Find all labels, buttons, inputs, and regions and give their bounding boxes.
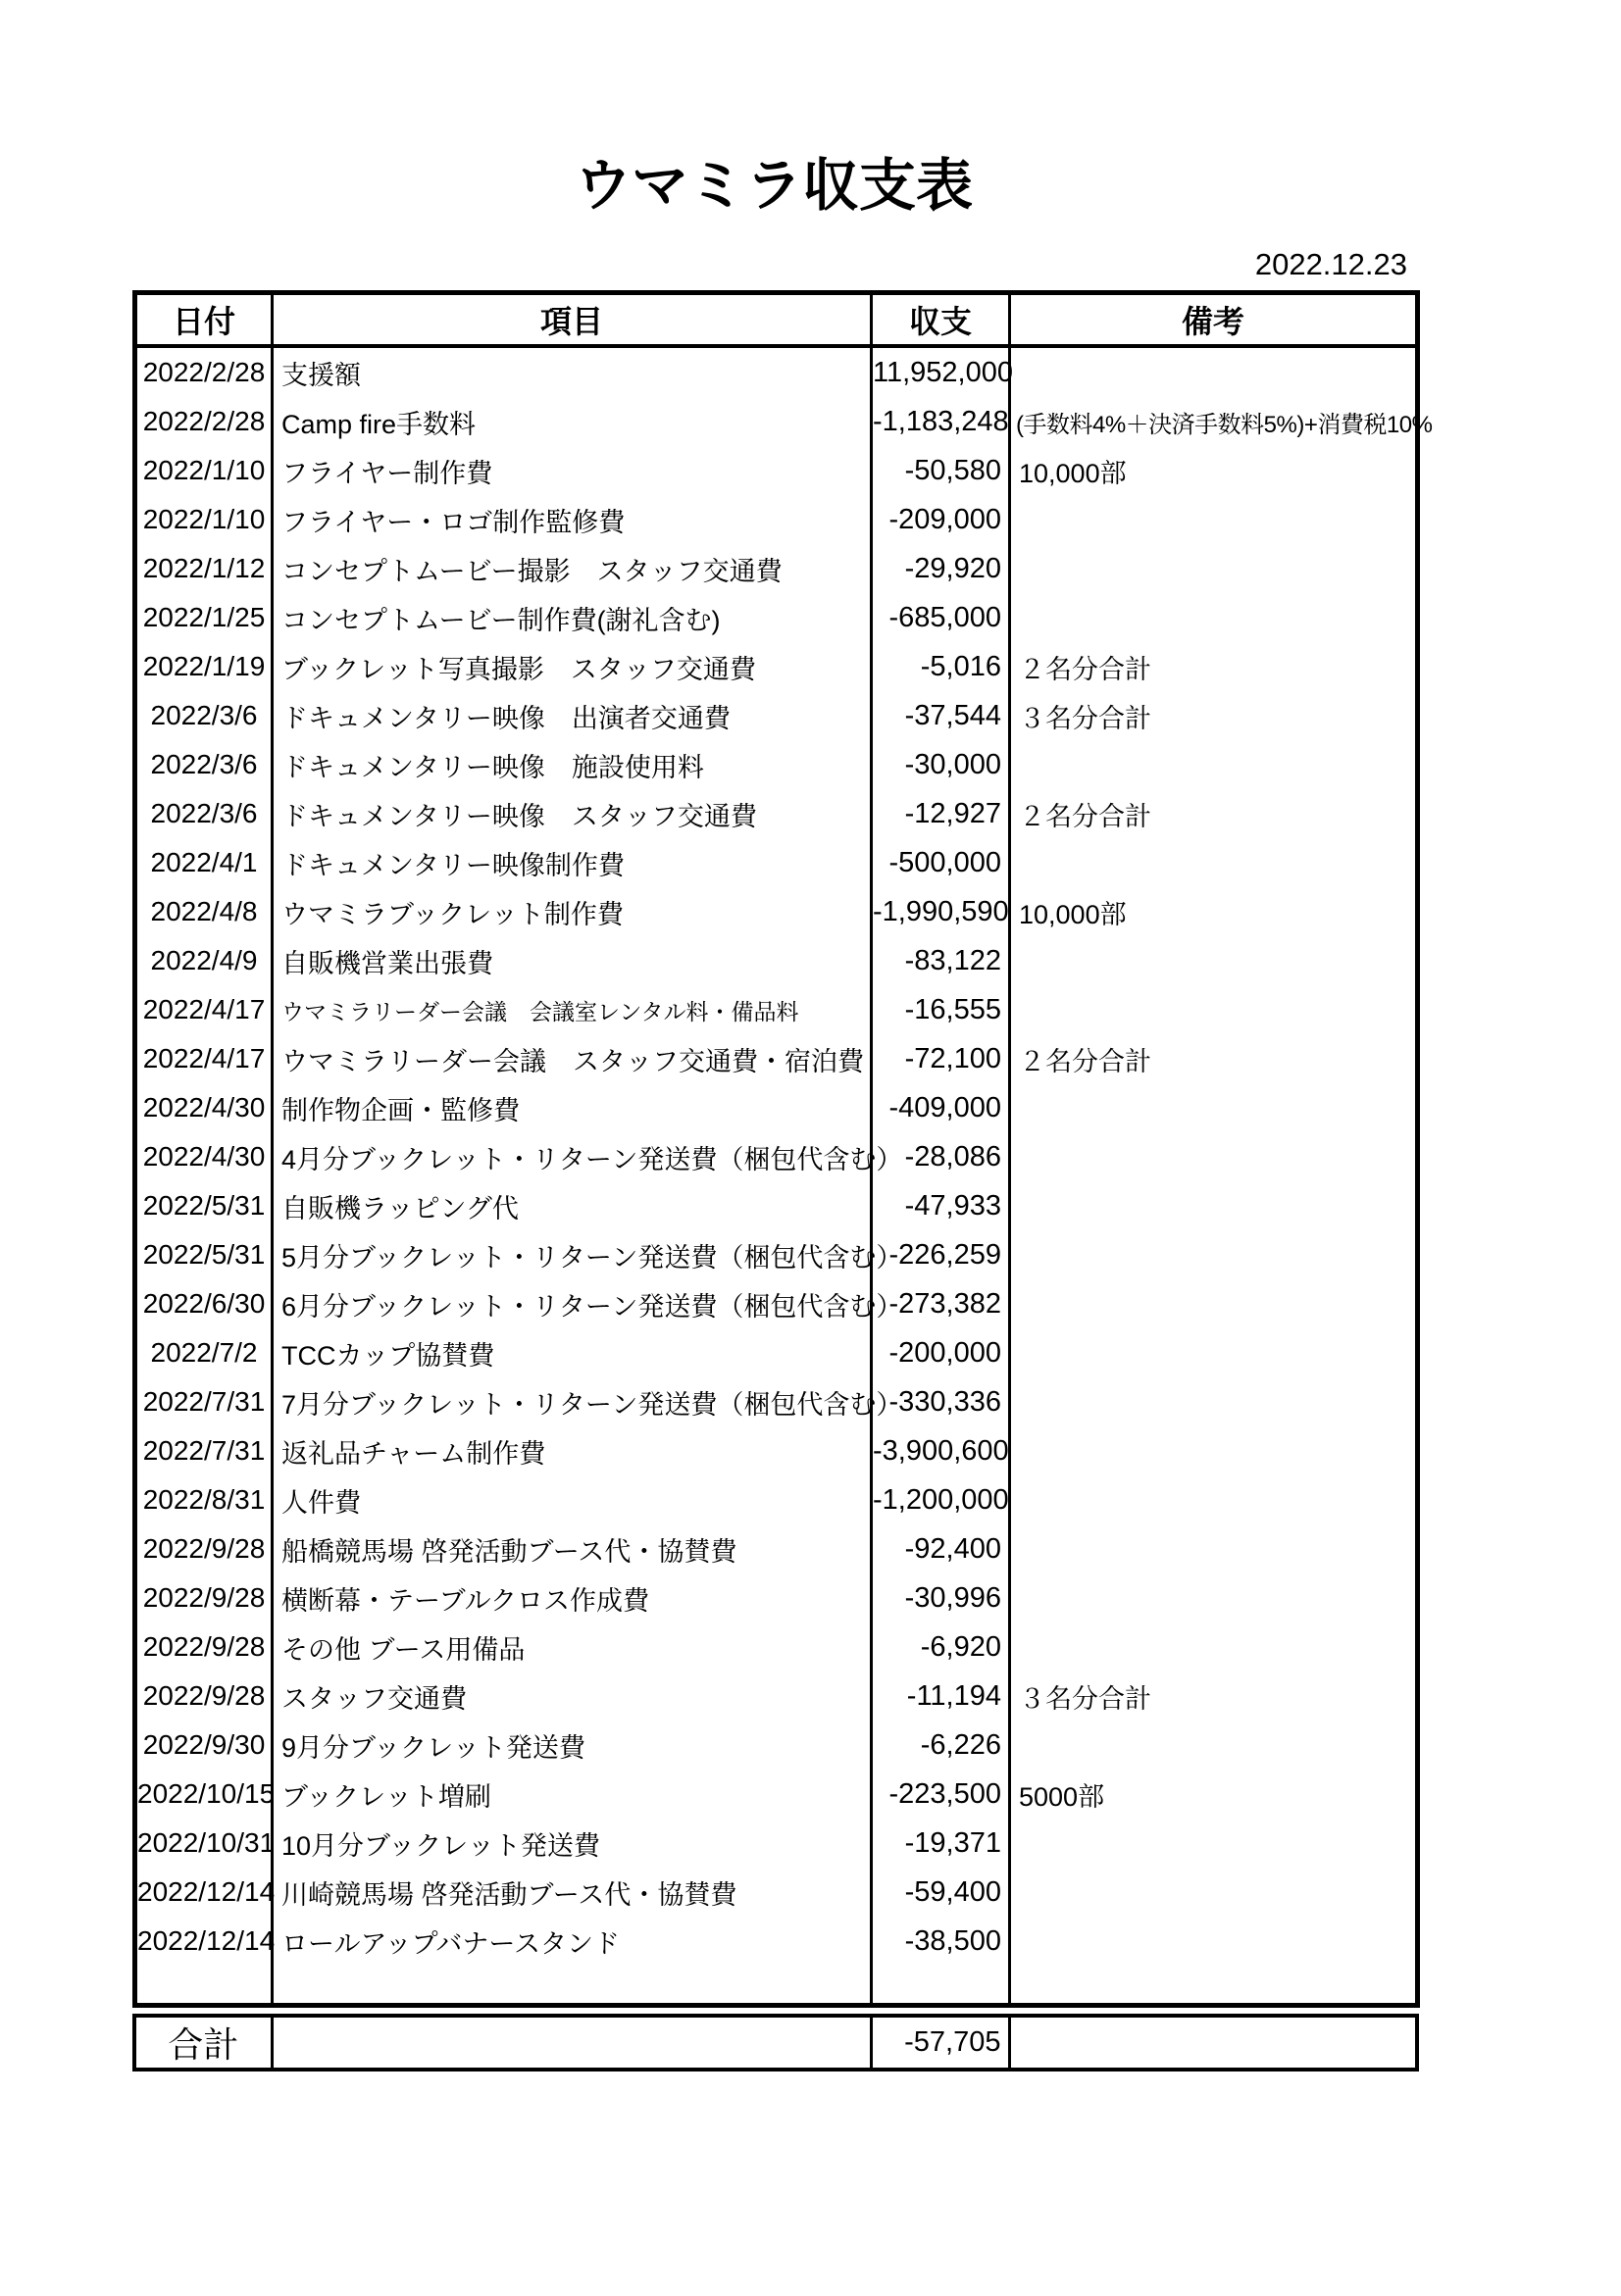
cell-amount: -30,996 (872, 1573, 1010, 1622)
cell-date: 2022/7/2 (135, 1328, 273, 1377)
cell-note (1010, 1622, 1418, 1672)
table-row (135, 691, 1418, 740)
cell-amount: -685,000 (872, 593, 1010, 642)
cell-date: 2022/1/10 (135, 446, 273, 495)
cell-date: 2022/2/28 (135, 397, 273, 446)
cell-note: 10,000部 (1019, 899, 1127, 929)
cell-date: 2022/4/1 (135, 838, 273, 887)
cell-item: 川崎競馬場 啓発活動ブース代・協賛費 (273, 1868, 872, 1917)
cell-date: 2022/3/6 (135, 691, 273, 740)
cell-note: ２名分合計 (1019, 801, 1151, 831)
table-row (135, 1279, 1418, 1328)
cell-item: フライヤー・ロゴ制作監修費 (273, 495, 872, 544)
cell-note (1010, 1721, 1418, 1770)
cell-amount: -16,555 (872, 985, 1010, 1034)
table-row (135, 1770, 1418, 1819)
table-row (135, 1083, 1418, 1132)
table-row (135, 740, 1418, 789)
cell-note (1010, 936, 1418, 985)
cell-amount: 11,952,000 (872, 346, 1010, 397)
col-header-item: 項目 (273, 293, 872, 347)
cell-note (1010, 1426, 1418, 1475)
table-row (135, 1622, 1418, 1672)
header-row (135, 293, 1418, 347)
cell-note (1010, 985, 1418, 1034)
cell-date: 2022/10/15 (135, 1770, 273, 1819)
total-item-empty (272, 2016, 871, 2070)
table-row (135, 1230, 1418, 1279)
table-row (135, 346, 1418, 397)
cell-amount: -1,200,000 (872, 1475, 1010, 1524)
cell-date: 2022/6/30 (135, 1279, 273, 1328)
cell-item: 横断幕・テーブルクロス作成費 (273, 1573, 872, 1622)
cell-note (1010, 1083, 1418, 1132)
cell-item: ドキュメンタリー映像 スタッフ交通費 (273, 789, 872, 838)
cell-date: 2022/2/28 (135, 346, 273, 397)
cell-date: 2022/5/31 (135, 1181, 273, 1230)
cell-date: 2022/9/28 (135, 1622, 273, 1672)
total-row (134, 2016, 1417, 2070)
cell-date: 2022/7/31 (135, 1426, 273, 1475)
table-row (135, 593, 1418, 642)
table-row (135, 838, 1418, 887)
cell-amount: -1,183,248 (872, 397, 1010, 446)
cell-date: 2022/4/17 (135, 985, 273, 1034)
cell-amount: -92,400 (872, 1524, 1010, 1573)
cell-item: 5月分ブックレット・リターン発送費（梱包代含む） (273, 1230, 872, 1279)
cell-item: コンセプトムービー制作費(謝礼含む) (273, 593, 872, 642)
cell-amount: -223,500 (872, 1770, 1010, 1819)
col-header-balance: 収支 (872, 293, 1010, 347)
table-row (135, 1377, 1418, 1426)
cell-item: 9月分ブックレット発送費 (273, 1721, 872, 1770)
cell-note: (手数料4%＋決済手数料5%)+消費税10% (1016, 411, 1433, 438)
page-title: ウマミラ収支表 (574, 154, 973, 218)
cell-amount: -226,259 (872, 1230, 1010, 1279)
cell-item: Camp fire手数料 (273, 397, 872, 446)
table-row (135, 1819, 1418, 1868)
cell-date: 2022/4/17 (135, 1034, 273, 1083)
cell-item: 6月分ブックレット・リターン発送費（梱包代含む） (273, 1279, 872, 1328)
cell-note: ２名分合計 (1019, 654, 1151, 684)
cell-note (1010, 1524, 1418, 1573)
cell-date: 2022/5/31 (135, 1230, 273, 1279)
cell-amount: -1,990,590 (872, 887, 1010, 936)
table-row (135, 1868, 1418, 1917)
cell-note (1010, 1917, 1418, 1966)
cell-item: 10月分ブックレット発送費 (273, 1819, 872, 1868)
cell-date: 2022/3/6 (135, 789, 273, 838)
cell-note (1010, 1132, 1418, 1181)
cell-amount: -19,371 (872, 1819, 1010, 1868)
table-row (135, 1721, 1418, 1770)
cell-note (1010, 838, 1418, 887)
spacer-cell-date (135, 1966, 273, 2006)
spacer-row (135, 1966, 1418, 2006)
cell-item: 支援額 (273, 346, 872, 397)
total-label: 合計 (134, 2016, 272, 2070)
table-row (135, 1917, 1418, 1966)
cell-date: 2022/4/9 (135, 936, 273, 985)
cell-note (1010, 544, 1418, 593)
cell-amount: -409,000 (872, 1083, 1010, 1132)
table-row (135, 985, 1418, 1034)
cell-date: 2022/1/12 (135, 544, 273, 593)
cell-amount: -11,194 (872, 1672, 1010, 1721)
cell-amount: -38,500 (872, 1917, 1010, 1966)
cell-date: 2022/9/28 (135, 1524, 273, 1573)
cell-note: 10,000部 (1019, 458, 1127, 488)
cell-note (1010, 1868, 1418, 1917)
table-row (135, 642, 1418, 691)
table-row (135, 495, 1418, 544)
cell-note (1010, 740, 1418, 789)
table-row (135, 397, 1418, 446)
cell-amount: -47,933 (872, 1181, 1010, 1230)
cell-amount: -50,580 (872, 446, 1010, 495)
cell-amount: -209,000 (872, 495, 1010, 544)
total-table (132, 2014, 1419, 2071)
table-row (135, 1426, 1418, 1475)
cell-date: 2022/4/30 (135, 1132, 273, 1181)
cell-date: 2022/4/8 (135, 887, 273, 936)
cell-item: スタッフ交通費 (273, 1672, 872, 1721)
cell-item: TCCカップ協賛費 (273, 1328, 872, 1377)
cell-date: 2022/1/10 (135, 495, 273, 544)
doc-date: 2022.12.23 (1254, 247, 1407, 281)
cell-item: ドキュメンタリー映像 出演者交通費 (273, 691, 872, 740)
cell-amount: -3,900,600 (872, 1426, 1010, 1475)
cell-note: ３名分合計 (1019, 703, 1151, 733)
cell-amount: -500,000 (872, 838, 1010, 887)
cell-date: 2022/3/6 (135, 740, 273, 789)
cell-item: 船橋競馬場 啓発活動ブース代・協賛費 (273, 1524, 872, 1573)
cell-date: 2022/10/31 (135, 1819, 273, 1868)
cell-amount: -273,382 (872, 1279, 1010, 1328)
cell-item: 返礼品チャーム制作費 (273, 1426, 872, 1475)
cell-item: ブックレット増刷 (273, 1770, 872, 1819)
cell-item: ウマミラリーダー会議 会議室レンタル料・備品料 (273, 985, 872, 1034)
cell-amount: -5,016 (872, 642, 1010, 691)
cell-item: コンセプトムービー撮影 スタッフ交通費 (273, 544, 872, 593)
cell-note: ３名分合計 (1019, 1683, 1151, 1714)
cell-amount: -200,000 (872, 1328, 1010, 1377)
cell-item: ロールアップバナースタンド (273, 1917, 872, 1966)
cell-date: 2022/12/14 (135, 1917, 273, 1966)
cell-amount: -330,336 (872, 1377, 1010, 1426)
cell-note (1010, 1475, 1418, 1524)
table-row (135, 1672, 1418, 1721)
cell-item: ウマミラブックレット制作費 (273, 887, 872, 936)
col-header-date: 日付 (135, 293, 273, 347)
cell-date: 2022/1/25 (135, 593, 273, 642)
table-row (135, 887, 1418, 936)
cell-item: 4月分ブックレット・リターン発送費（梱包代含む） (273, 1132, 872, 1181)
cell-amount: -12,927 (872, 789, 1010, 838)
cell-date: 2022/7/31 (135, 1377, 273, 1426)
cell-amount: -6,920 (872, 1622, 1010, 1672)
expense-table (132, 290, 1433, 2008)
cell-item: 自販機営業出張費 (273, 936, 872, 985)
cell-amount: -83,122 (872, 936, 1010, 985)
cell-item: その他 ブース用備品 (273, 1622, 872, 1672)
table-row (135, 1181, 1418, 1230)
cell-note: ２名分合計 (1019, 1046, 1151, 1076)
cell-item: フライヤー制作費 (273, 446, 872, 495)
cell-item: 制作物企画・監修費 (273, 1083, 872, 1132)
cell-item: 人件費 (273, 1475, 872, 1524)
cell-amount: -29,920 (872, 544, 1010, 593)
table-row (135, 446, 1418, 495)
cell-amount: -6,226 (872, 1721, 1010, 1770)
cell-date: 2022/9/28 (135, 1672, 273, 1721)
cell-item: ウマミラリーダー会議 スタッフ交通費・宿泊費 (273, 1034, 872, 1083)
table-row (135, 936, 1418, 985)
cell-amount: -72,100 (872, 1034, 1010, 1083)
cell-note (1010, 1377, 1418, 1426)
cell-note (1010, 1230, 1418, 1279)
table-row (135, 1573, 1418, 1622)
table-row (135, 1475, 1418, 1524)
cell-item: ドキュメンタリー映像制作費 (273, 838, 872, 887)
cell-note (1010, 495, 1418, 544)
table-row (135, 789, 1418, 838)
cell-note (1010, 1181, 1418, 1230)
cell-item: 7月分ブックレット・リターン発送費（梱包代含む） (273, 1377, 872, 1426)
spacer-cell-item (273, 1966, 872, 2006)
cell-note (1010, 346, 1418, 397)
cell-date: 2022/8/31 (135, 1475, 273, 1524)
cell-date: 2022/9/28 (135, 1573, 273, 1622)
col-header-note: 備考 (1010, 293, 1418, 347)
cell-amount: -37,544 (872, 691, 1010, 740)
spacer-cell-amount (872, 1966, 1010, 2006)
cell-note (1010, 1328, 1418, 1377)
cell-item: ドキュメンタリー映像 施設使用料 (273, 740, 872, 789)
cell-date: 2022/12/14 (135, 1868, 273, 1917)
table-row (135, 1034, 1418, 1083)
table-row (135, 1524, 1418, 1573)
table-row (135, 1132, 1418, 1181)
cell-note (1010, 1819, 1418, 1868)
cell-date: 2022/4/30 (135, 1083, 273, 1132)
cell-amount: -28,086 (872, 1132, 1010, 1181)
cell-note (1010, 593, 1418, 642)
cell-amount: -59,400 (872, 1868, 1010, 1917)
cell-note (1010, 1573, 1418, 1622)
table-row (135, 544, 1418, 593)
table-row (135, 1328, 1418, 1377)
total-note-empty (1009, 2016, 1417, 2070)
cell-item: ブックレット写真撮影 スタッフ交通費 (273, 642, 872, 691)
cell-date: 2022/9/30 (135, 1721, 273, 1770)
cell-date: 2022/1/19 (135, 642, 273, 691)
cell-item: 自販機ラッピング代 (273, 1181, 872, 1230)
cell-note (1010, 1279, 1418, 1328)
spacer-cell-note (1010, 1966, 1418, 2006)
cell-amount: -30,000 (872, 740, 1010, 789)
cell-note: 5000部 (1019, 1781, 1105, 1812)
total-amount: -57,705 (871, 2016, 1009, 2070)
